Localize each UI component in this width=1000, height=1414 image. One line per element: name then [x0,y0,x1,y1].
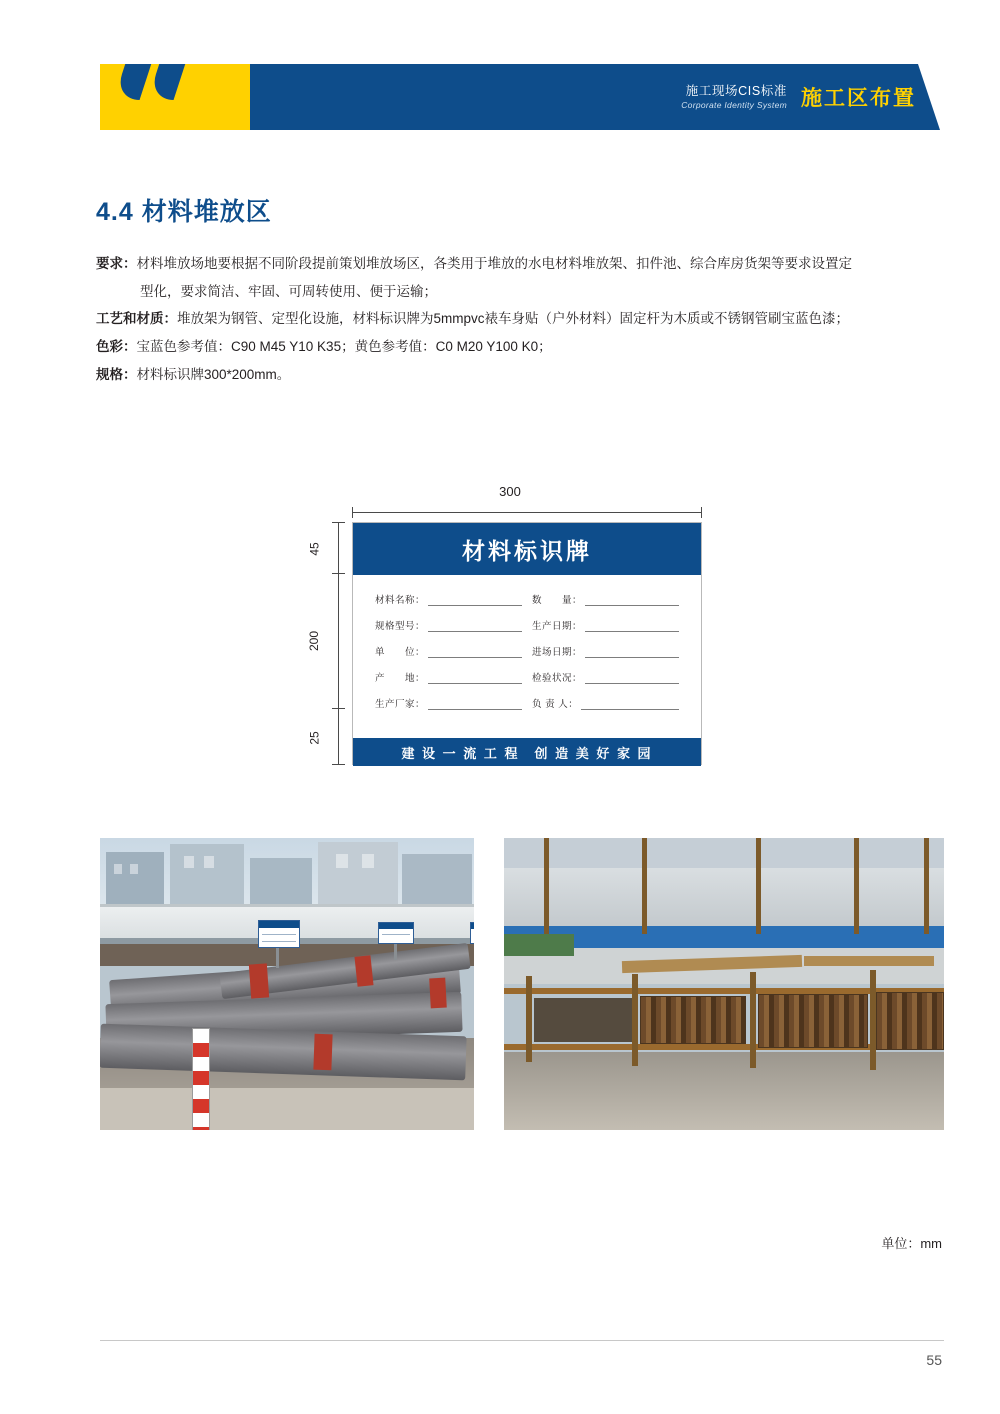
sign-field-label: 进场日期： [532,647,583,658]
photo-green-net [504,934,574,956]
photo-scaffold-pole [924,838,929,934]
sign-field [532,644,679,658]
photo-building-wall [504,868,944,930]
photo-rebar-storage [100,838,474,1130]
sign-field-line [585,647,679,658]
photo-building-window [336,854,348,868]
sign-field-label: 检验状况： [532,673,583,684]
photo-ground [504,1052,944,1130]
photo-rebar-marker [429,978,447,1009]
sign-title: 材料标识牌 [353,523,701,578]
material-sign-board [352,522,702,765]
dimension-width-label: 300 [499,484,521,499]
sign-field [375,644,522,658]
sign-field [375,618,522,632]
header-cis-cn: 施工现场CIS标准 [685,83,787,98]
dimension-body-label: 200 [307,630,322,652]
sign-field [532,618,679,632]
photo-building-window [130,864,138,874]
sign-field-line [428,595,522,606]
photo-scaffold-pole [756,838,761,934]
dimension-width-line [352,512,702,513]
sign-field [532,670,679,684]
dimension-body [307,574,352,709]
photo-material-sign [258,920,300,948]
sign-field [375,592,522,606]
sign-field [532,696,679,710]
spec-row [96,361,946,389]
sign-field-line [428,699,522,710]
photo-rack-shadow [534,998,632,1042]
spec-row [96,333,946,361]
spec-label: 工艺和材质： [96,311,177,327]
page-title: 4.4 材料堆放区 [96,198,272,226]
spec-continuation: 型化，要求简洁、牢固、可周转使用、便于运输； [140,283,437,299]
photo-building-window [204,856,214,868]
sign-field-line [428,673,522,684]
sign-field-line [585,673,679,684]
dimension-foot [307,709,352,765]
photo-warning-post [192,1028,210,1130]
header-cis-en: Corporate Identity System [681,99,787,110]
photo-material-sign [378,922,414,944]
photo-scaffold-pole [544,838,549,934]
spec-value: 材料堆放场地要根据不同阶段提前策划堆放场区，各类用于堆放的水电材料堆放架、扣件池、综合库房货架等要求设置定 [136,256,852,271]
sign-field-label: 单 位： [375,647,426,658]
spec-value: 材料标识牌300*200mm。 [136,366,291,382]
sign-field-label: 生产日期： [532,621,583,632]
photo-rebar-marker [249,963,269,998]
unit-note: 单位：mm [881,1236,942,1251]
sign-field-line [585,621,679,632]
sign-field [375,696,522,710]
photo-ground-near [100,1088,474,1130]
sign-field-label: 材料名称： [375,595,426,606]
photo-pipe-stack [876,992,944,1050]
company-logo [100,64,250,130]
logo-swoosh-left [114,64,157,100]
header-cis-block [681,84,787,110]
photo-material-sign [470,922,474,944]
photo-rebar-marker [313,1034,332,1071]
sign-field-label: 规格型号： [375,621,426,632]
dimension-foot-label: 25 [307,731,322,745]
page-number: 55 [926,1352,942,1368]
photo-pipe-stack [640,996,746,1044]
sign-field-line [581,699,679,710]
sign-field-label: 数 量： [532,595,583,606]
photo-rack-post [526,976,532,1062]
photo-rack-post [750,972,756,1068]
sign-diagram [307,484,710,780]
sign-fields-left [375,592,522,738]
dimension-head [307,522,352,574]
header-title: 施工区布置 [801,87,916,110]
footer-divider [100,1340,944,1341]
sign-slogan: 建 设 一 流 工 程 创 造 美 好 家 园 [353,738,701,766]
sign-field-label: 负 责 人： [532,699,579,710]
photo-building-window [114,864,122,874]
sign-field-label: 生产厂家： [375,699,426,710]
photo-rack-post [632,974,638,1066]
page-header [100,64,940,130]
photo-building-window [184,856,194,868]
sign-field-line [428,621,522,632]
sign-field-line [428,647,522,658]
header-corner-cut [918,64,940,130]
header-text-group [681,82,940,112]
photo-rebar-marker [354,955,373,987]
sign-fields [353,578,701,738]
photo-scaffold-pole [854,838,859,934]
spec-row [96,250,946,278]
spec-label: 规格： [96,366,137,382]
dimension-head-label: 45 [307,542,322,556]
sign-field [532,592,679,606]
photo-scaffold-pole [642,838,647,934]
photo-building-window [362,854,374,868]
photo-pipe-stack [758,994,868,1048]
sign-field-label: 产 地： [375,673,426,684]
sign-field [375,670,522,684]
sign-fields-right [532,592,679,738]
photo-pipe-rack-storage [504,838,944,1130]
spec-label: 要求： [96,256,137,271]
spec-value: 堆放架为钢管、定型化设施，材料标识牌为5mmpvc裱车身贴（户外材料）固定杆为木质或不锈钢管刷宝蓝色漆； [177,311,850,327]
spec-list [96,250,946,388]
sign-field-line [585,595,679,606]
spec-row [96,305,946,333]
spec-label: 色彩： [96,339,137,355]
spec-value: 宝蓝色参考值：C90 M45 Y10 K35；黄色参考值：C0 M20 Y100 K0； [136,339,552,355]
photo-timber-plank [804,956,934,966]
logo-swoosh-right [148,64,191,100]
